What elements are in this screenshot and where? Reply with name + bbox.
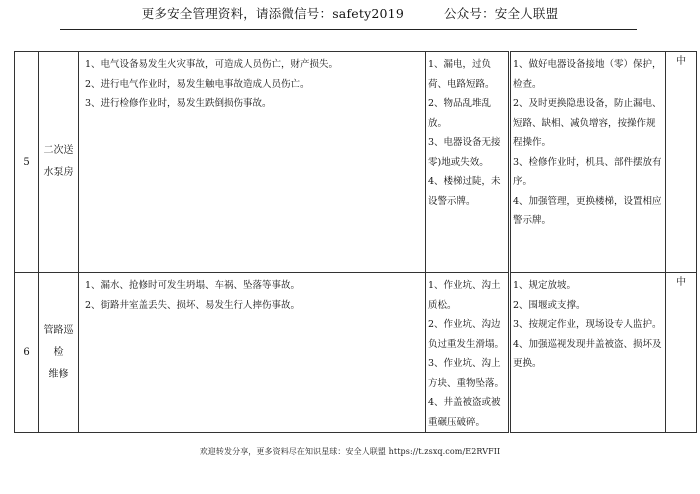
cause-item: 3、电器设备无接零)地或失效。 — [428, 137, 501, 168]
measure-item: 4、加强巡视发现井盖被盗、损坏及更换。 — [513, 338, 662, 369]
hazard-item: 1、漏水、抢修时可发生坍塌、车祸、坠落等事故。 — [85, 280, 301, 291]
location-name-line: 维修 — [48, 368, 69, 380]
risk-level: 中 — [676, 277, 686, 288]
location-cell — [39, 52, 79, 273]
risk-level: 中 — [676, 56, 686, 67]
cause-cell — [426, 273, 510, 433]
cause-item: 1、作业坑、沟土质松。 — [428, 280, 501, 311]
location-cell — [39, 273, 79, 433]
header-wechat-text: 更多安全管理资料，请添微信号：safety2019 — [141, 6, 404, 21]
row-number: 5 — [23, 156, 30, 168]
table-row — [15, 273, 697, 433]
measure-cell — [510, 273, 666, 433]
row-number-cell — [15, 52, 39, 273]
hazard-cell — [79, 52, 426, 273]
risk-level-cell — [666, 52, 697, 273]
cause-cell — [426, 52, 510, 273]
measure-item: 3、按规定作业，现场设专人监护。 — [513, 319, 662, 330]
page-footer: 欢迎转发分享，更多资料尽在知识星球：安全人联盟 https://t.zsxq.com/E2RVFII — [199, 447, 501, 456]
hazard-item: 2、街路井室盖丢失、损坏、易发生行人摔伤事故。 — [85, 299, 301, 311]
measure-item: 3、检修作业时，机具、部件摆放有序。 — [513, 156, 662, 187]
measure-cell — [510, 52, 666, 273]
table-row — [15, 52, 697, 273]
location-name-line: 水泵房 — [43, 167, 74, 178]
risk-level-cell — [666, 273, 697, 433]
risk-table — [14, 51, 697, 433]
cause-item: 4、井盖被盗或被重碾压破碎。 — [428, 397, 501, 428]
measure-item: 1、规定放坡。 — [513, 280, 577, 291]
header-account-text: 公众号：安全人联盟 — [443, 6, 559, 21]
hazard-item: 2、进行电气作业时，易发生触电事故造成人员伤亡。 — [85, 78, 310, 90]
measure-item: 4、加强管理，更换楼梯，设置相应警示牌。 — [513, 195, 662, 226]
hazard-cell — [79, 273, 426, 433]
cause-item: 3、作业坑、沟上方块、重物坠落。 — [428, 358, 505, 389]
location-name-line: 二次送 — [43, 145, 74, 156]
cause-item: 2、物品乱堆乱放。 — [428, 98, 492, 129]
cause-item: 2、作业坑、沟边负过重发生滑塌。 — [428, 319, 505, 350]
hazard-item: 3、进行检修作业时，易发生跌倒损伤事故。 — [85, 98, 272, 109]
location-name-line: 管路巡检 — [43, 324, 74, 358]
header-divider — [60, 29, 637, 30]
cause-item: 4、楼梯过陡，未设警示牌。 — [428, 176, 501, 207]
cause-item: 1、漏电，过负荷、电路短路。 — [428, 59, 495, 90]
measure-item: 2、围堰或支撑。 — [513, 299, 586, 311]
measure-item: 2、及时更换隐患设备，防止漏电、短路、缺相、减负增容，按操作规程操作。 — [513, 98, 662, 148]
page-header — [0, 4, 700, 24]
measure-item: 1、做好电器设备接地（零）保护，检查。 — [513, 59, 662, 90]
row-number-cell — [15, 273, 39, 433]
row-number: 6 — [23, 347, 30, 358]
hazard-item: 1、电气设备易发生火灾事故，可造成人员伤亡，财产损失。 — [85, 59, 339, 70]
